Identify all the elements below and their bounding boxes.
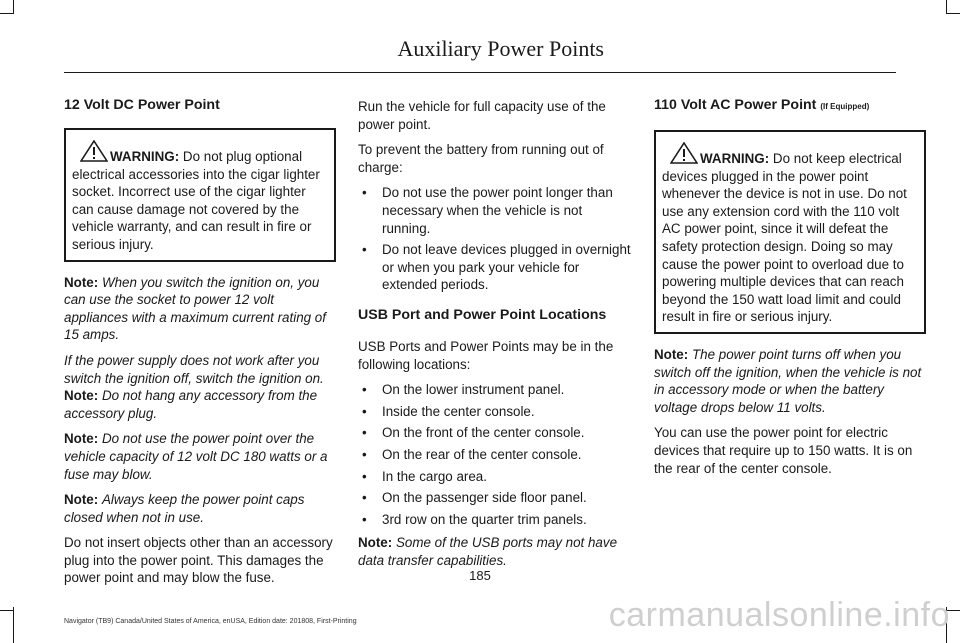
list-item: • On the front of the center console. — [358, 424, 634, 442]
warning-triangle-icon — [670, 142, 698, 164]
note: Note: Do not use the power point over the vehicle capacity of 12 volt DC 180 watts or a fuse may blow. — [64, 431, 328, 482]
paragraph: If the power supply does not work after you switch the ignition off, switch the ignition on. — [64, 352, 324, 386]
note: Note: The power point turns off when you switch off the ignition, when the vehicle is not in accessory mode or when the battery voltage drops below 11 volts. — [654, 346, 922, 415]
column-right — [654, 96, 926, 485]
warning-text: Do not plug optional electrical accessories into the cigar lighter socket. Incorrect use of the cigar lighter can cause damage not covered by the vehicle warranty, and can result in fire or serious injury. — [72, 149, 320, 252]
paragraph: Run the vehicle for full capacity use of the power point. — [358, 99, 606, 132]
section-heading: 12 Volt DC Power Point — [64, 97, 220, 113]
bullet-list — [358, 381, 634, 528]
section-heading: 110 Volt AC Power Point (If Equipped) — [654, 97, 870, 113]
list-item: • In the cargo area. — [358, 468, 634, 486]
note: Note: Do not hang any accessory from the accessory plug. — [64, 388, 318, 421]
warning-text: Do not keep electrical devices plugged in the power point whenever the device is not in use. Do not use any extension cord with the 110 volt AC power point, since it will defeat the safety protection design. Doing so may cause the power point to overload due to powering multiple devices that can reach beyond the 150 watt load limit and could result in fire or serious injury. — [662, 151, 907, 325]
warning-label: WARNING: — [110, 149, 180, 164]
warning-box — [654, 130, 926, 334]
note: Note: Some of the USB ports may not have data transfer capabilities. — [358, 535, 618, 568]
warning-triangle-icon — [80, 140, 108, 162]
list-item: • On the rear of the center console. — [358, 446, 634, 464]
note: Note: When you switch the ignition on, you can use the socket to power 12 volt appliances with a maximum current rating of 15 amps. — [64, 274, 326, 343]
list-item: • On the passenger side floor panel. — [358, 489, 634, 507]
watermark: carmanualsonline.info — [608, 596, 950, 634]
paragraph: Do not insert objects other than an accessory plug into the power point. This damages the power point and may blow the fuse. — [64, 535, 333, 586]
header-divider — [64, 72, 896, 73]
list-item: • Do not use the power point longer than necessary when the vehicle is not running. — [358, 184, 634, 237]
note: Note: Always keep the power point caps closed when not in use. — [64, 492, 305, 525]
warning-label: WARNING: — [700, 151, 770, 166]
warning-box — [64, 128, 336, 262]
list-item: • On the lower instrument panel. — [358, 381, 634, 399]
list-item: • 3rd row on the quarter trim panels. — [358, 511, 634, 529]
paragraph: USB Ports and Power Points may be in the following locations: — [358, 338, 614, 372]
column-middle — [358, 98, 634, 577]
crop-mark — [13, 607, 14, 643]
crop-mark — [946, 0, 947, 14]
page-number: 185 — [469, 568, 491, 583]
list-item: • Do not leave devices plugged in overnight or when you park your vehicle for extended periods. — [358, 241, 634, 294]
bullet-list — [358, 184, 634, 294]
crop-mark — [13, 0, 14, 14]
crop-mark — [0, 13, 14, 14]
crop-mark — [0, 610, 14, 611]
list-item: • Inside the center console. — [358, 403, 634, 421]
paragraph: To prevent the battery from running out of charge: — [358, 142, 604, 175]
crop-mark — [946, 13, 960, 14]
column-left — [64, 96, 336, 595]
paragraph: You can use the power point for electric devices that require up to 150 watts. It is on the rear of the center console. — [654, 425, 913, 476]
page-title: Auxiliary Power Points — [397, 36, 604, 61]
footer-text: Navigator (TB9) Canada/United States of America, enUSA, Edition date: 201808, First-Printing — [64, 618, 357, 625]
section-heading: USB Port and Power Point Locations — [358, 306, 607, 323]
